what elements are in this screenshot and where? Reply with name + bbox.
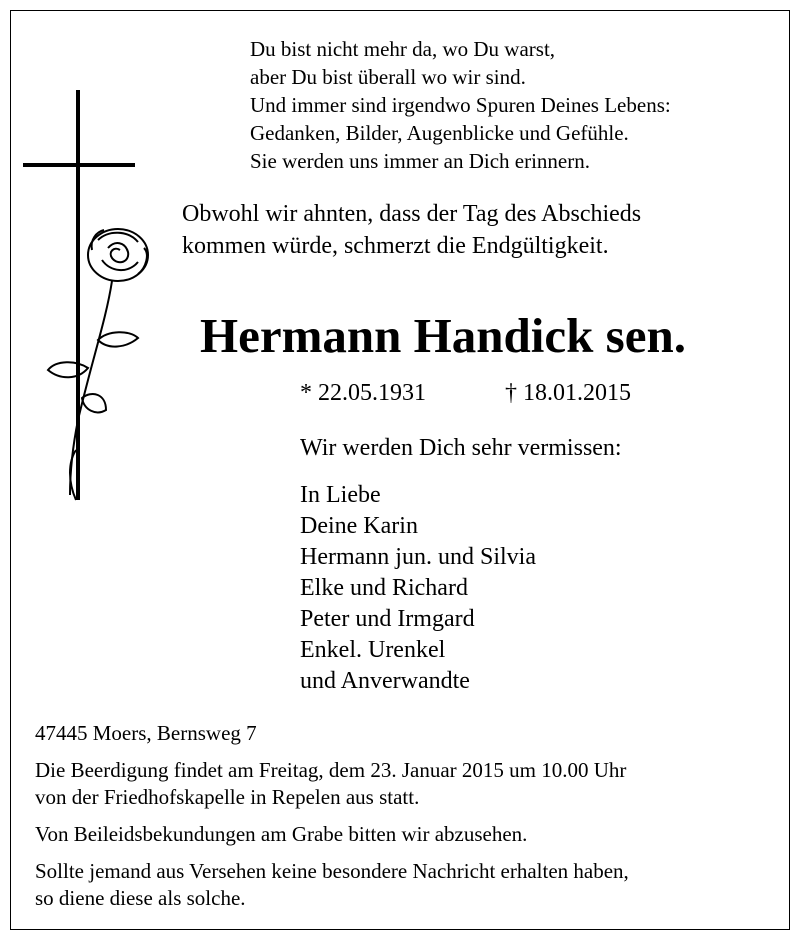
signers-list (300, 480, 536, 697)
notice-line: Sollte jemand aus Versehen keine besondere Nachricht erhalten haben, (35, 859, 629, 883)
signer-line: Deine Karin (300, 513, 418, 539)
signer-line: Enkel. Urenkel (300, 637, 446, 663)
signer-line: Peter und Irmgard (300, 606, 475, 632)
poem-line: aber Du bist überall wo wir sind. (250, 65, 526, 89)
funeral-line: Die Beerdigung findet am Freitag, dem 23. Januar 2015 um 10.00 Uhr (35, 758, 627, 782)
intro-line: kommen würde, schmerzt die Endgültigkeit. (182, 233, 609, 259)
poem-line: Du bist nicht mehr da, wo Du warst, (250, 37, 556, 61)
notice-text (35, 858, 765, 912)
poem-line: Gedanken, Bilder, Augenblicke und Gefühle. (250, 121, 629, 145)
notice-line: so diene diese als solche. (35, 886, 246, 910)
deceased-name: Hermann Handick sen. (200, 308, 686, 363)
death-date: † 18.01.2015 (505, 380, 631, 406)
address: 47445 Moers, Bernsweg 7 (35, 721, 257, 745)
miss-text: Wir werden Dich sehr vermissen: (300, 435, 622, 461)
intro-text (182, 198, 641, 262)
funeral-info (35, 757, 765, 811)
cross-with-rose-icon (20, 90, 160, 530)
poem (250, 35, 671, 175)
signer-line: Elke und Richard (300, 575, 468, 601)
intro-line: Obwohl wir ahnten, dass der Tag des Abschieds (182, 201, 642, 227)
footer-info (35, 720, 765, 922)
poem-line: Sie werden uns immer an Dich erinnern. (250, 149, 590, 173)
condolence-note: Von Beileidsbekundungen am Grabe bitten wir abzusehen. (35, 822, 528, 846)
signer-line: und Anverwandte (300, 668, 470, 694)
funeral-line: von der Friedhofskapelle in Repelen aus statt. (35, 785, 420, 809)
life-dates (300, 378, 631, 408)
signer-line: Hermann jun. und Silvia (300, 544, 536, 570)
birth-date: * 22.05.1931 (300, 380, 426, 406)
signer-line: In Liebe (300, 482, 381, 508)
poem-line: Und immer sind irgendwo Spuren Deines Lebens: (250, 93, 671, 117)
